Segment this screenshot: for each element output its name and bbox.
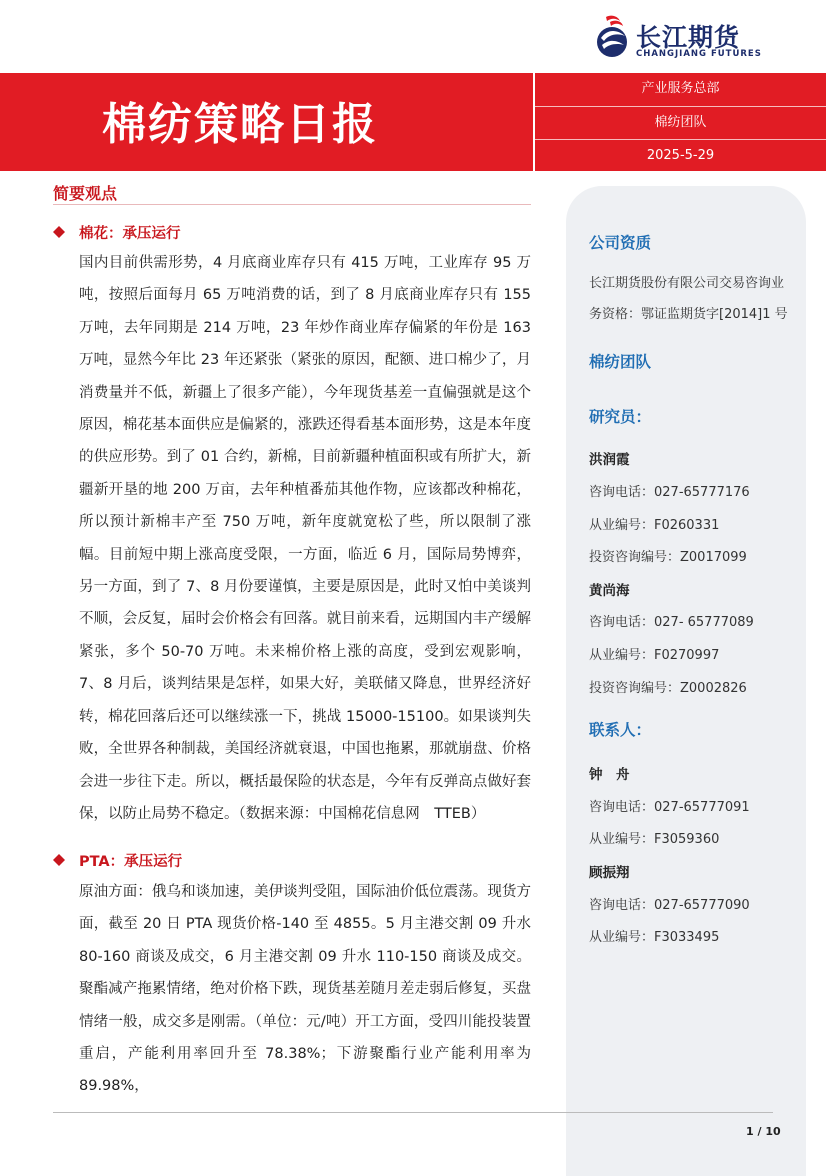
contact-cert: 从业编号：F3033495 [589,930,720,945]
report-date: 2025-5-29 [535,139,826,172]
qualification-title: 公司资质 [589,234,652,252]
banner-info-panel [535,73,826,171]
logo-chinese-name: 长江期货 [636,23,741,52]
contact-phone: 咨询电话：027-65777091 [589,800,750,815]
diamond-bullet-icon [53,854,65,870]
diamond-bullet-icon [53,226,65,242]
cotton-heading-text: 棉花：承压运行 [79,226,181,242]
logo-english-name: CHANGJIANG FUTURES [636,49,762,59]
researcher-name: 黄尚海 [589,583,630,599]
contact-name: 钟 舟 [589,767,630,783]
contact-title: 联系人： [589,721,652,739]
researcher-invest-cert: 投资咨询编号：Z0002826 [589,681,747,696]
team-label: 棉纺团队 [535,106,826,139]
cotton-heading [53,222,181,243]
section-title: 简要观点 [53,184,118,203]
researcher-title: 研究员： [589,408,652,426]
report-title: 棉纺策略日报 [102,99,378,150]
team-title: 棉纺团队 [589,353,652,371]
researcher-cert: 从业编号：F0260331 [589,518,720,533]
pta-heading [53,850,182,871]
contact-name: 顾振翔 [589,865,630,881]
researcher-invest-cert: 投资咨询编号：Z0017099 [589,550,747,565]
page-number: 1 / 10 [746,1125,781,1138]
qualification-line-1: 长江期货股份有限公司交易咨询业 [589,276,785,291]
researcher-phone: 咨询电话：027- 65777089 [589,615,754,630]
department-label: 产业服务总部 [641,81,720,96]
pta-paragraph: 原油方面：俄乌和谈加速，美伊谈判受阻，国际油价低位震荡。现货方面，截至 20 日 PTA 现货价格-140 至 4855。5 月主港交割 09 升水 80-160 商谈及成交，6 月主港交割 09 升水 110-150 商谈及成交。聚酯减产拖累情绪，绝对价格下跌，现货基差随月差走弱后修复，买盘情绪一般，成交多是刚需。（单位：元/吨）开工方面，受四川能投装置重启，产能利用率回升至 78.38%；下游聚酯行业产能利用率为 89.98%， [79,884,531,1095]
logo-mark-icon [592,14,636,60]
footer-divider [53,1112,773,1113]
section-divider [53,204,531,205]
pta-heading-text: PTA：承压运行 [79,854,183,870]
cotton-paragraph: 国内目前供需形势，4 月底商业库存只有 415 万吨，工业库存 95 万吨，按照后面每月 65 万吨消费的话，到了 8 月底商业库存只有 155 万吨，去年同期是 214 万吨，23 年炒作商业库存偏紧的年份是 163 万吨，显然今年比 23 年还紧张（紧张的原因，配额、进口棉少了，月消费量并不低，新疆上了很多产能），今年现货基差一直偏强就是这个原因，棉花基本面供应是偏紧的，涨跌还得看基本面形势，这是本年度的供应形势。到了 01 合约，新棉，目前新疆种植面积或有所扩大，新疆新开垦的地 200 万亩，去年种植番茄其他作物，应该都改种棉花，所以预计新棉丰产至 750 万吨，新年度就宽松了些，所以限制了涨幅。目前短中期上涨高度受限，一方面，临近 6 月，国际局势博弈，另一方面，到了 7、8 月份要谨慎，主要是原因是，此时又怕中美谈判不顺，会反复，届时会价格会有回落。就目前来看，远期国内丰产缓解紧张，多个 50-70 万吨。未来棉价格上涨的高度，受到宏观影响，7、8 月后，谈判结果是怎样，如果大好，美联储又降息，世界经济好转，棉花回落后还可以继续涨一下，挑战 15000-15100。如果谈判失败，全世界各种制裁，美国经济就衰退，中国也拖累，那就崩盘、价格会进一步往下走。所以，概括最保险的状态是，今年有反弹高点做好套保，以防止局势不稳定。（数据来源：中国棉花信息网 TTEB） [79,255,531,822]
researcher-cert: 从业编号：F0270997 [589,648,720,663]
researcher-phone: 咨询电话：027-65777176 [589,485,750,500]
company-logo [592,14,767,62]
contact-cert: 从业编号：F3059360 [589,832,720,847]
contact-phone: 咨询电话：027-65777090 [589,898,750,913]
researcher-name: 洪润霞 [589,452,630,468]
qualification-line-2: 务资格：鄂证监期货字[2014]1 号 [589,307,788,322]
